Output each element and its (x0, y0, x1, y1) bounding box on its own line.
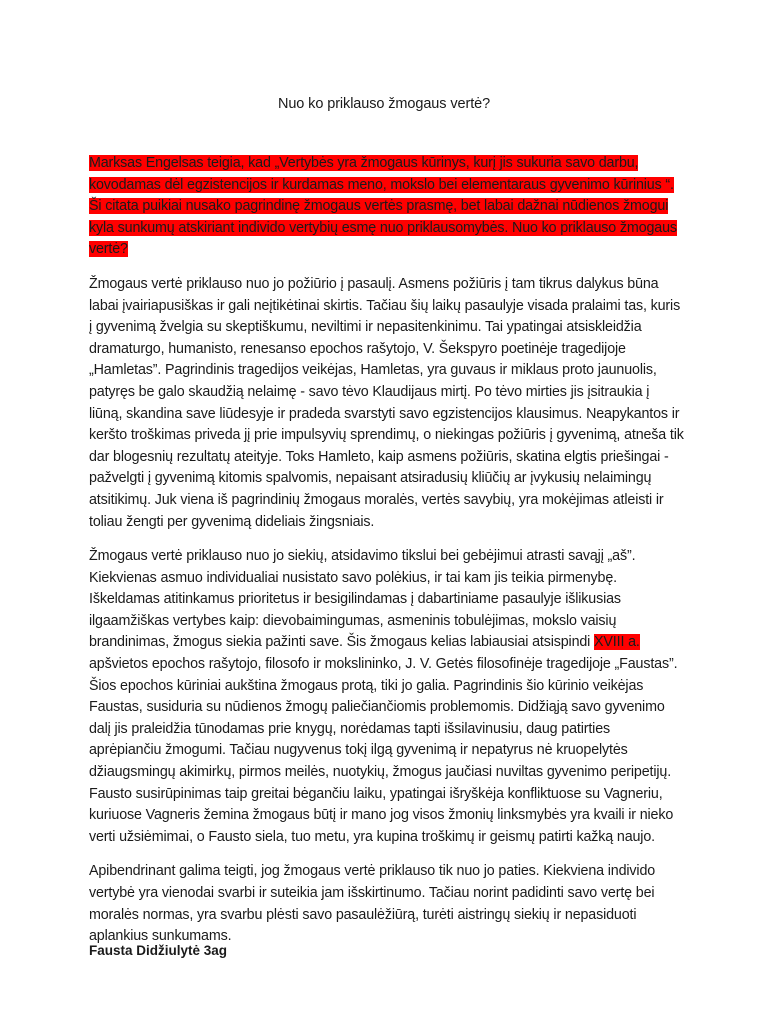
paragraph-2-text-b: apšvietos epochos rašytojo, filosofo ir mokslininko, J. V. Getės filosofinėje tragedijoje „Faustas”. Šios epochos kūriniai aukština žmogaus protą, tiki jo galia. Pagrindinis šio kūrinio veikėjas Faustas, susiduria su nūdienos žmogų paliečiančiomis problemomis. Didžiąją savo gyvenimo dalį jis praleidžia tūnodamas prie knygų, norėdamas tapti išsilavinusiu, daug patirties aprėpiančiu žmogumi. Tačiau nugyvenus tokį ilgą gyvenimą ir nepatyrus nė kruopelytės džiaugsmingų akimirkų, pirmos meilės, nuotykių, žmogus jaučiasi nuviltas gyvenimo peripetijų. Fausto susirūpinimas taip greitai bėgančiu laiku, ypatingai išryškėja konfliktuose su Vagneriu, kuriuose Vagneris žemina žmogaus būtį ir mano jog visos žmonių linksmybės yra kvaili ir nieko verti užsiėmimai, o Fausto siela, tuo metu, yra kupina troškimų ir geismų patirti kažką naujo. (89, 656, 678, 845)
highlighted-century: XVIII a. (594, 634, 640, 651)
document-title: Nuo ko priklauso žmogaus vertė? (277, 96, 491, 112)
paragraph-3: Apibendrinant galima teigti, jog žmogaus vertė priklauso tik nuo jo paties. Kiekviena individo vertybė yra vienodai svarbi ir suteikia jam išskirtinumo. Tačiau norint padidinti savo vertę bei moralės normas, yra svarbu plėsti savo pasaulėžiūrą, turėti aistringų siekių ir nepasiduoti aplankius sunkumams. (89, 863, 656, 945)
paragraph-2-text-a: Žmogaus vertė priklauso nuo jo siekių, atsidavimo tikslui bei gebėjimui atrasti savąjį „aš”. Kiekvienas asmuo individualiai nusistato savo polėkius, ir tai kam jis teikia pirmenybę. Iškeldamas atitinkamus prioritetus ir besigilindamas į dabartiniame pasaulyje išlikusias ilgaamžiškas vertybes kaip: dievobaimingumas, asmeninis tobulėjimas, mokslo vaisių brandinimas, žmogus siekia pažinti save. Šis žmogaus kelias labiausiai atsispindi (89, 548, 636, 651)
highlighted-intro: Marksas Engelsas teigia, kad „Vertybės yra žmogaus kūrinys, kurį jis sukuria savo darbu, kovodamas dėl egzistencijos ir kurdamas meno, mokslo bei elementaraus gyvenimo kūrinius “. Ši citata puikiai nusako pagrindinę žmogaus vertės prasmę, bet labai dažnai nūdienos žmogui kyla sunkumų atskiriant individo vertybių esmę nuo priklausomybės. Nuo ko priklauso žmogaus vertė? (89, 155, 677, 258)
intro-paragraph (89, 153, 685, 261)
paragraph-2 (89, 546, 685, 848)
paragraph-1: Žmogaus vertė priklauso nuo jo požiūrio į pasaulį. Asmens požiūris į tam tikrus dalykus būna labai įvairiapusiškas ir gali neįtikėtinai skirtis. Tačiau šių laikų pasaulyje visada pralaimi tas, kuris į gyvenimą žvelgia su skeptiškumu, neviltimi ir nepasitenkinimu. Tai ypatingai atsiskleidžia dramaturgo, humanisto, renesanso epochos rašytojo, V. Šekspyro poetinėje tragedijoje „Hamletas”. Pagrindinis tragedijos veikėjas, Hamletas, yra guvaus ir miklaus proto jaunuolis, patyręs be galo skaudžią nelaimę - savo tėvo Klaudijaus mirtį. Po tėvo mirties jis įsitraukia į liūną, skandina save liūdesyje ir pradeda svarstyti savo egzistencijos klausimus. Neapykantos ir keršto troškimas priveda jį prie impulsyvių sprendimų, o niekingas požiūris į gyvenimą, atneša tik dar blogesnių rezultatų ateityje. Toks Hamleto, kaip asmens požiūris, skatina elgtis priešingai - pažvelgti į gyvenimą kitomis spalvomis, nepaisant atsiradusių kliūčių ar įvykusių nelaimingų atsitikimų. Juk viena iš pagrindinių žmogaus moralės, vertės savybių, yra mokėjimas atleisti ir toliau žengti per gyvenimą dideliais žingsniais. (89, 275, 684, 530)
essay-body (89, 153, 685, 961)
author-signature: Fausta Didžiulytė 3ag (89, 943, 228, 958)
